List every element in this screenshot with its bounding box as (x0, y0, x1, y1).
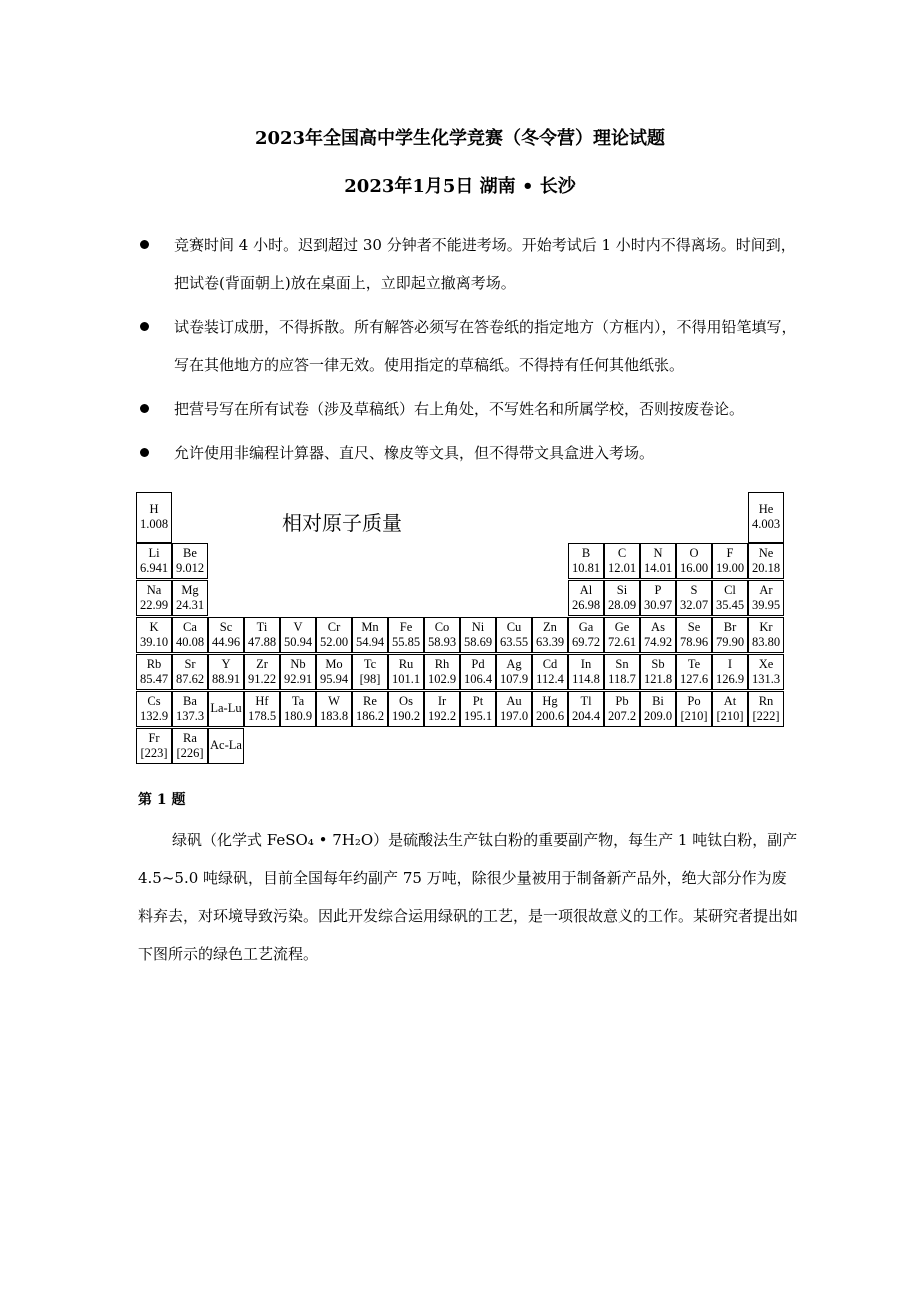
element-mass: 132.9 (139, 709, 169, 723)
element-mass: 47.88 (247, 635, 277, 649)
element-symbol: K (149, 620, 159, 634)
element-symbol: At (723, 694, 737, 708)
element-mass: 1.008 (139, 517, 169, 531)
element-symbol: Te (687, 657, 701, 671)
element-symbol: Ba (183, 694, 197, 708)
element-cell-ne (748, 543, 784, 579)
element-symbol: C (617, 546, 627, 560)
element-symbol: Po (687, 694, 701, 708)
element-cell-xe (748, 654, 784, 690)
element-mass: 78.96 (679, 635, 709, 649)
exam-date-location: 2023年1月5日 湖南 • 长沙 (344, 176, 576, 197)
element-cell-nb (280, 654, 316, 690)
element-symbol: Cd (542, 657, 558, 671)
element-mass: 32.07 (679, 598, 709, 612)
element-mass: 50.94 (283, 635, 313, 649)
element-symbol: Ta (291, 694, 305, 708)
element-cell-mn (352, 617, 388, 653)
element-cell-se (676, 617, 712, 653)
element-mass: [210] (680, 709, 708, 723)
element-symbol: Pb (615, 694, 629, 708)
element-mass: 30.97 (643, 598, 673, 612)
element-mass: 209.0 (643, 709, 673, 723)
element-cell-si (604, 580, 640, 616)
element-mass: 44.96 (211, 635, 241, 649)
element-mass: 190.2 (391, 709, 421, 723)
element-symbol: Pd (471, 657, 485, 671)
element-symbol: Cl (724, 583, 736, 597)
element-mass: 26.98 (571, 598, 601, 612)
element-cell-n (640, 543, 676, 579)
element-cell-zr (244, 654, 280, 690)
element-mass: 197.0 (499, 709, 529, 723)
element-mass: 137.3 (175, 709, 205, 723)
element-symbol: Be (183, 546, 197, 560)
element-mass: 52.00 (319, 635, 349, 649)
bullet-icon (140, 322, 149, 331)
element-symbol: La-Lu (210, 701, 242, 715)
element-symbol: Mg (181, 583, 199, 597)
element-cell-v (280, 617, 316, 653)
element-mass: [222] (752, 709, 780, 723)
element-mass: 79.90 (715, 635, 745, 649)
element-cell-fr (136, 728, 172, 764)
element-mass: 74.92 (643, 635, 673, 649)
element-cell-ta (280, 691, 316, 727)
element-symbol: Ga (578, 620, 594, 634)
element-mass: 39.95 (751, 598, 781, 612)
element-cell-h (136, 492, 172, 543)
element-cell-os (388, 691, 424, 727)
element-mass: 88.91 (211, 672, 241, 686)
element-cell-b (568, 543, 604, 579)
element-mass: 55.85 (391, 635, 421, 649)
rule-item: 竞赛时间 4 小时。迟到超过 30 分钟者不能进考场。开始考试后 1 小时内不得离场。时间到，把试卷(背面朝上)放在桌面上，立即起立撤离考场。 (138, 226, 798, 302)
element-mass: 20.18 (751, 561, 781, 575)
element-mass: 63.39 (535, 635, 565, 649)
element-symbol: Cs (147, 694, 161, 708)
element-symbol: Nb (290, 657, 306, 671)
element-cell-bi (640, 691, 676, 727)
element-symbol: Mn (361, 620, 379, 634)
rule-item: 把营号写在所有试卷（涉及草稿纸）右上角处，不写姓名和所属学校，否则按废卷论。 (138, 390, 798, 428)
element-mass: 186.2 (355, 709, 385, 723)
element-mass: 95.94 (319, 672, 349, 686)
element-cell-te (676, 654, 712, 690)
element-mass: 9.012 (175, 561, 205, 575)
element-cell-ga (568, 617, 604, 653)
element-cell-tc (352, 654, 388, 690)
element-cell-be (172, 543, 208, 579)
element-cell-ir (424, 691, 460, 727)
element-symbol: H (149, 502, 159, 516)
element-symbol: Tl (580, 694, 592, 708)
element-mass: 92.91 (283, 672, 313, 686)
element-symbol: Co (434, 620, 450, 634)
element-cell-as (640, 617, 676, 653)
element-mass: 118.7 (608, 672, 636, 686)
element-cell-hg (532, 691, 568, 727)
element-symbol: Rn (758, 694, 774, 708)
element-symbol: He (758, 502, 774, 516)
element-cell-ar (748, 580, 784, 616)
element-mass: 192.2 (427, 709, 457, 723)
element-symbol: Kr (759, 620, 773, 634)
element-symbol: F (726, 546, 734, 560)
element-mass: 14.01 (643, 561, 673, 575)
element-mass: 22.99 (139, 598, 169, 612)
element-symbol: Al (579, 583, 593, 597)
element-mass: 19.00 (715, 561, 745, 575)
element-cell-tl (568, 691, 604, 727)
element-cell-sc (208, 617, 244, 653)
element-cell-fe (388, 617, 424, 653)
element-symbol: In (580, 657, 592, 671)
element-cell-cd (532, 654, 568, 690)
element-symbol: P (654, 583, 662, 597)
element-mass: 4.003 (751, 517, 781, 531)
element-cell-ac-la (208, 728, 244, 764)
element-symbol: Ir (437, 694, 447, 708)
element-cell-ge (604, 617, 640, 653)
element-symbol: Hf (255, 694, 269, 708)
element-cell-hf (244, 691, 280, 727)
element-cell-co (424, 617, 460, 653)
element-symbol: Zn (543, 620, 557, 634)
element-symbol: Ru (398, 657, 414, 671)
element-cell-ag (496, 654, 532, 690)
element-cell-mo (316, 654, 352, 690)
element-cell-in (568, 654, 604, 690)
element-symbol: V (293, 620, 303, 634)
element-mass: 58.93 (427, 635, 457, 649)
element-symbol: B (581, 546, 591, 560)
element-cell-cu (496, 617, 532, 653)
element-cell-s (676, 580, 712, 616)
element-symbol: Os (399, 694, 413, 708)
element-symbol: Ne (758, 546, 774, 560)
element-symbol: Fr (148, 731, 160, 745)
element-symbol: Re (363, 694, 377, 708)
element-cell-sr (172, 654, 208, 690)
element-mass: [223] (140, 746, 168, 760)
element-mass: 101.1 (391, 672, 421, 686)
element-cell-ru (388, 654, 424, 690)
element-symbol: W (328, 694, 340, 708)
element-cell-at (712, 691, 748, 727)
element-cell-al (568, 580, 604, 616)
rules-list (138, 226, 798, 478)
element-symbol: Li (148, 546, 160, 560)
question-body: 绿矾（化学式 FeSO₄ • 7H₂O）是硫酸法生产钛白粉的重要副产物，每生产 1 吨钛白粉，副产 4.5~5.0 吨绿矾，目前全国每年约副产 75 万吨，除很少量被用于制备新产品外，绝大部分作为废料弃去，对环境导致污染。因此开发综合运用绿矾的工艺，是一项很故意义的工作。某研究者提出如下图所示的绿色工艺流程。 (138, 831, 799, 963)
question-heading: 第 1 题 (138, 792, 186, 808)
element-symbol: Zr (256, 657, 268, 671)
element-cell-ba (172, 691, 208, 727)
element-symbol: Xe (758, 657, 774, 671)
element-symbol: S (690, 583, 698, 597)
element-mass: 178.5 (247, 709, 277, 723)
element-symbol: Br (723, 620, 737, 634)
element-mass: 28.09 (607, 598, 637, 612)
element-symbol: Se (687, 620, 701, 634)
element-mass: [98] (359, 672, 381, 686)
element-symbol: Hg (542, 694, 558, 708)
element-symbol: Sc (219, 620, 233, 634)
element-mass: 24.31 (175, 598, 205, 612)
element-cell-he (748, 492, 784, 543)
element-cell-la-lu (208, 691, 244, 727)
page-title: 2023年全国高中学生化学竞赛（冬令营）理论试题 (254, 128, 666, 149)
element-cell-kr (748, 617, 784, 653)
element-mass: [210] (716, 709, 744, 723)
element-symbol: Au (506, 694, 522, 708)
element-cell-zn (532, 617, 568, 653)
element-mass: 58.69 (463, 635, 493, 649)
element-cell-au (496, 691, 532, 727)
element-cell-ni (460, 617, 496, 653)
element-mass: 54.94 (355, 635, 385, 649)
element-cell-ca (172, 617, 208, 653)
element-mass: 107.9 (499, 672, 529, 686)
element-symbol: N (653, 546, 663, 560)
element-cell-pb (604, 691, 640, 727)
element-symbol: Rb (146, 657, 162, 671)
periodic-table-title: 相对原子质量 (282, 511, 402, 535)
element-symbol: Ag (506, 657, 522, 671)
element-mass: 63.55 (499, 635, 529, 649)
element-mass: 69.72 (571, 635, 601, 649)
element-cell-rn (748, 691, 784, 727)
element-cell-po (676, 691, 712, 727)
element-symbol: Si (616, 583, 628, 597)
element-mass: 12.01 (607, 561, 637, 575)
element-cell-br (712, 617, 748, 653)
element-cell-ti (244, 617, 280, 653)
element-mass: 207.2 (607, 709, 637, 723)
element-mass: 180.9 (283, 709, 313, 723)
bullet-icon (140, 404, 149, 413)
element-symbol: Sr (184, 657, 196, 671)
element-cell-li (136, 543, 172, 579)
element-mass: 10.81 (571, 561, 601, 575)
element-symbol: Cu (506, 620, 522, 634)
element-symbol: Fe (399, 620, 413, 634)
element-cell-i (712, 654, 748, 690)
element-mass: 85.47 (139, 672, 169, 686)
element-mass: 6.941 (139, 561, 169, 575)
element-cell-p (640, 580, 676, 616)
rule-item: 试卷装订成册，不得拆散。所有解答必须写在答卷纸的指定地方（方框内），不得用铅笔填写，写在其他地方的应答一律无效。使用指定的草稿纸。不得持有任何其他纸张。 (138, 308, 798, 384)
element-symbol: I (727, 657, 733, 671)
element-cell-cl (712, 580, 748, 616)
element-cell-sb (640, 654, 676, 690)
element-mass: 72.61 (607, 635, 637, 649)
element-cell-k (136, 617, 172, 653)
element-cell-o (676, 543, 712, 579)
element-mass: 40.08 (175, 635, 205, 649)
element-mass: 91.22 (247, 672, 277, 686)
bullet-icon (140, 448, 149, 457)
element-mass: 16.00 (679, 561, 709, 575)
element-cell-sn (604, 654, 640, 690)
element-cell-mg (172, 580, 208, 616)
element-cell-w (316, 691, 352, 727)
element-cell-pd (460, 654, 496, 690)
element-mass: 106.4 (463, 672, 493, 686)
element-mass: 200.6 (535, 709, 565, 723)
element-symbol: Sb (651, 657, 665, 671)
element-symbol: Ra (183, 731, 197, 745)
element-symbol: Ac-La (210, 738, 242, 752)
element-mass: 114.8 (572, 672, 600, 686)
element-symbol: Tc (363, 657, 377, 671)
element-mass: 183.8 (319, 709, 349, 723)
element-mass: 39.10 (139, 635, 169, 649)
element-mass: 131.3 (751, 672, 781, 686)
element-cell-cs (136, 691, 172, 727)
element-symbol: As (651, 620, 665, 634)
element-symbol: O (689, 546, 699, 560)
element-cell-re (352, 691, 388, 727)
periodic-table (136, 492, 784, 760)
element-cell-rb (136, 654, 172, 690)
rule-item: 允许使用非编程计算器、直尺、橡皮等文具，但不得带文具盒进入考场。 (138, 434, 798, 472)
element-symbol: Bi (652, 694, 664, 708)
element-mass: 35.45 (715, 598, 745, 612)
element-mass: [226] (176, 746, 204, 760)
element-symbol: Ti (256, 620, 268, 634)
element-mass: 126.9 (715, 672, 745, 686)
element-symbol: Rh (434, 657, 450, 671)
element-symbol: Ca (183, 620, 197, 634)
element-mass: 87.62 (175, 672, 205, 686)
element-symbol: Cr (327, 620, 341, 634)
element-symbol: Y (221, 657, 231, 671)
element-symbol: Ar (759, 583, 773, 597)
element-cell-na (136, 580, 172, 616)
element-symbol: Na (146, 583, 162, 597)
element-cell-f (712, 543, 748, 579)
element-mass: 112.4 (536, 672, 564, 686)
element-symbol: Sn (615, 657, 629, 671)
element-cell-cr (316, 617, 352, 653)
element-cell-pt (460, 691, 496, 727)
element-cell-y (208, 654, 244, 690)
element-symbol: Ge (614, 620, 630, 634)
element-symbol: Pt (472, 694, 484, 708)
element-cell-ra (172, 728, 208, 764)
element-mass: 83.80 (751, 635, 781, 649)
element-cell-c (604, 543, 640, 579)
element-mass: 204.4 (571, 709, 601, 723)
element-symbol: Ni (471, 620, 485, 634)
element-mass: 195.1 (463, 709, 493, 723)
element-symbol: Mo (325, 657, 343, 671)
element-mass: 127.6 (679, 672, 709, 686)
bullet-icon (140, 240, 149, 249)
element-cell-rh (424, 654, 460, 690)
element-mass: 102.9 (427, 672, 457, 686)
element-mass: 121.8 (643, 672, 673, 686)
